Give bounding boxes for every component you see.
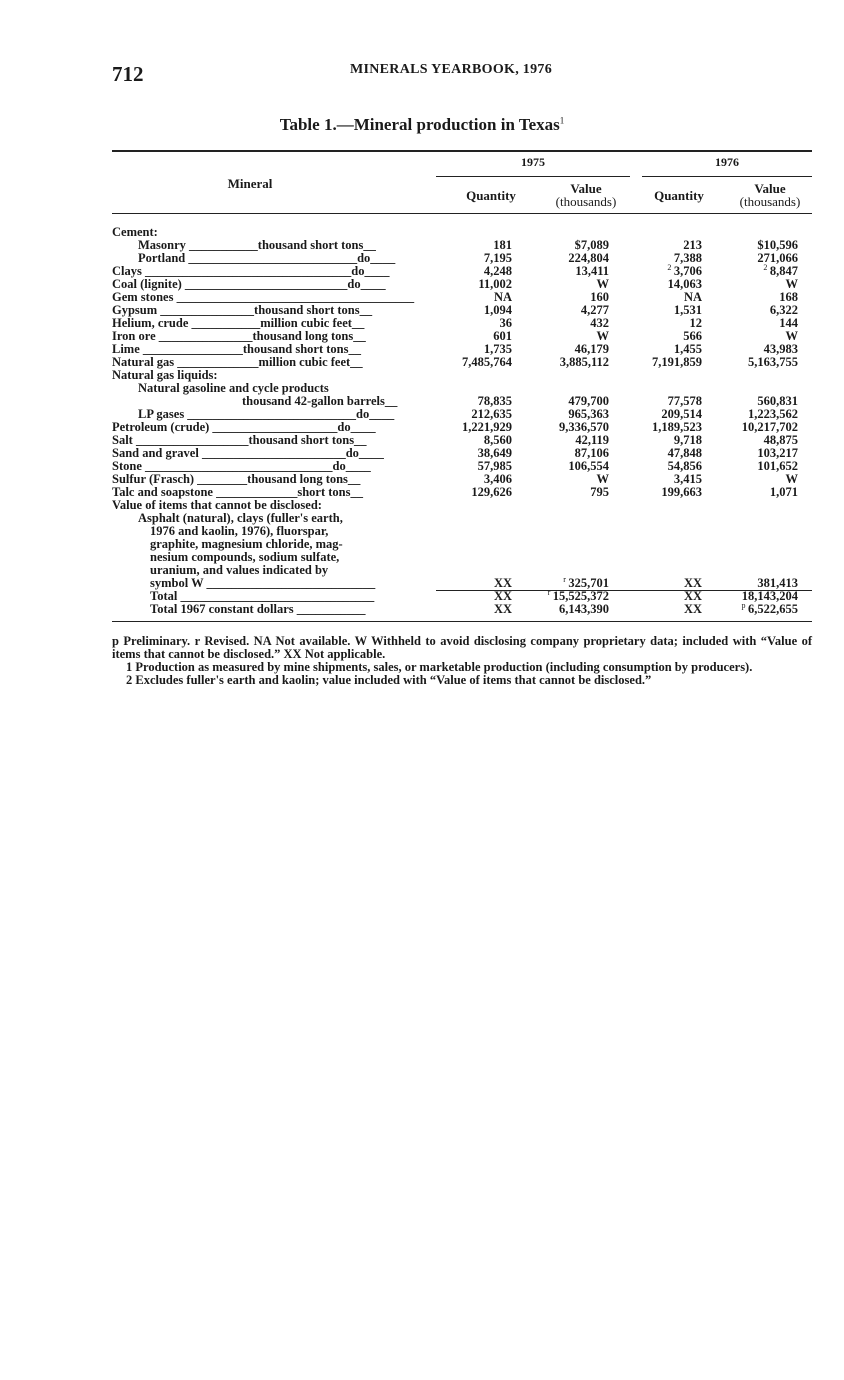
cell-value: 144	[779, 316, 798, 330]
cell-value: 36	[499, 316, 512, 330]
cell-value: 9,718	[673, 433, 702, 447]
cell-value: 224,804	[568, 251, 609, 265]
running-title: MINERALS YEARBOOK, 1976	[350, 62, 553, 77]
cell-value: W	[596, 472, 609, 486]
cell-value: 432	[590, 316, 609, 330]
cell-value: 7,388	[673, 251, 702, 265]
cell-value: 1,071	[769, 485, 798, 499]
cell-quantity-1976	[652, 356, 702, 369]
table-row	[0, 538, 844, 551]
table-row	[0, 239, 844, 252]
cell-value: 77,578	[667, 394, 702, 408]
cell-value: 381,413	[757, 576, 798, 590]
footnote-mark: 2	[763, 262, 768, 272]
row-label: graphite, magnesium chloride, mag-	[150, 537, 343, 551]
cell-value: 3,706	[673, 264, 702, 278]
cell-value: $10,596	[757, 238, 798, 252]
cell-value: 78,835	[477, 394, 512, 408]
cell-value: 7,195	[483, 251, 512, 265]
cell-value: 209,514	[661, 407, 702, 421]
cell-value: 4,277	[580, 303, 609, 317]
cell-value: 1,735	[483, 342, 512, 356]
cell-value: XX	[493, 602, 512, 616]
table-row	[0, 369, 844, 382]
cell-value: 9,336,570	[559, 420, 609, 434]
page-number: 712	[112, 62, 144, 86]
row-label: uranium, and values indicated by	[150, 563, 329, 577]
row-label: Clays _________________________________do____	[112, 264, 390, 278]
footnotes	[112, 635, 812, 687]
cell-value-1976	[748, 356, 798, 369]
cell-value: 560,831	[757, 394, 798, 408]
row-label: Natural gas _____________million cubic feet__	[112, 355, 363, 369]
cell-value: 46,179	[574, 342, 609, 356]
cell-value: 1,455	[673, 342, 702, 356]
cell-value: 8,560	[483, 433, 512, 447]
cell-quantity-1976	[661, 486, 702, 499]
column-header-quantity-1976: Quantity	[654, 188, 704, 203]
cell-value: XX	[683, 576, 702, 590]
cell-value: 48,875	[763, 433, 798, 447]
cell-value: 7,485,764	[462, 355, 512, 369]
cell-value: 3,406	[483, 472, 512, 486]
row-label: Natural gasoline and cycle products	[138, 381, 329, 395]
cell-value: 1,094	[483, 303, 512, 317]
cell-value: 101,652	[757, 459, 798, 473]
cell-value: 566	[683, 329, 702, 343]
row-label: Gem stones ______________________________________	[112, 290, 415, 304]
cell-value: 4,248	[483, 264, 512, 278]
row-label: Petroleum (crude) ____________________do____	[112, 420, 376, 434]
row-label: Natural gas liquids:	[112, 368, 218, 382]
cell-value: W	[785, 472, 798, 486]
cell-value: 54,856	[667, 459, 702, 473]
row-label: Asphalt (natural), clays (fuller's earth,	[138, 511, 343, 525]
row-label: Masonry ___________thousand short tons__	[138, 238, 376, 252]
cell-value: 3,415	[673, 472, 702, 486]
cell-value: 1,223,562	[748, 407, 798, 421]
cell-value: 1,531	[673, 303, 702, 317]
cell-value: 7,191,859	[652, 355, 702, 369]
cell-value: 57,985	[477, 459, 512, 473]
footnote-1: 1 Production as measured by mine shipments, sales, or marketable production (including consumption by producers).	[126, 660, 753, 674]
cell-value: 160	[590, 290, 609, 304]
total-rule	[436, 590, 812, 591]
cell-value: 47,848	[667, 446, 702, 460]
cell-value: 795	[590, 485, 609, 499]
cell-value: 11,002	[478, 277, 512, 291]
cell-value: W	[596, 329, 609, 343]
cell-value: 965,363	[568, 407, 609, 421]
table-row	[0, 564, 844, 577]
footnote-2: 2 Excludes fuller's earth and kaolin; value included with “Value of items that cannot be disclosed.”	[126, 673, 652, 687]
cell-quantity-1976	[684, 603, 702, 616]
cell-value-1976	[741, 600, 798, 616]
cell-quantity-1975	[494, 603, 512, 616]
footnote-mark: r	[547, 587, 551, 597]
row-label: Total 1967 constant dollars ___________	[150, 602, 366, 616]
table-bottom-rule	[112, 621, 812, 622]
row-label: Sulfur (Frasch) ________thousand long tons__	[112, 472, 361, 486]
row-label: Stone ______________________________do____	[112, 459, 371, 473]
cell-value: W	[785, 277, 798, 291]
row-label: Talc and soapstone _____________short tons__	[112, 485, 363, 499]
table-row	[0, 512, 844, 525]
table-row	[0, 587, 844, 603]
row-label: Sand and gravel _______________________do____	[112, 446, 384, 460]
year-header-1976: 1976	[715, 155, 739, 169]
cell-value: 1,189,523	[652, 420, 702, 434]
cell-value: 129,626	[471, 485, 512, 499]
row-label: thousand 42-gallon barrels__	[242, 394, 398, 408]
table-row	[0, 551, 844, 564]
cell-value: 271,066	[757, 251, 798, 265]
cell-quantity-1975	[462, 356, 512, 369]
cell-value: 15,525,372	[552, 589, 609, 603]
cell-value-1975	[590, 486, 609, 499]
row-label: Coal (lignite) __________________________do____	[112, 277, 386, 291]
year-header-1975: 1975	[521, 155, 545, 169]
table-title-footnote-mark: 1	[559, 115, 565, 126]
cell-value: 6,322	[769, 303, 798, 317]
cell-value: 43,983	[763, 342, 798, 356]
row-label: Value of items that cannot be disclosed:	[112, 498, 322, 512]
value-unit: (thousands)	[555, 194, 617, 209]
cell-value: 6,143,390	[559, 602, 609, 616]
cell-value: W	[785, 329, 798, 343]
cell-value: XX	[493, 576, 512, 590]
row-label: Lime ________________thousand short tons__	[112, 342, 361, 356]
table-row	[0, 395, 844, 408]
row-label: symbol W ___________________________	[150, 576, 376, 590]
cell-value: 42,119	[575, 433, 609, 447]
cell-value: 14,063	[667, 277, 702, 291]
value-label: Value	[570, 181, 602, 196]
cell-value: XX	[493, 589, 512, 603]
cell-value: 1,221,929	[462, 420, 512, 434]
row-label: nesium compounds, sodium sulfate,	[150, 550, 340, 564]
cell-value: 12	[689, 316, 702, 330]
table-row	[0, 226, 844, 239]
cell-value-1975	[559, 603, 609, 616]
cell-value: 3,885,112	[559, 355, 609, 369]
table-row	[0, 574, 844, 590]
footnote-mark: r	[563, 574, 566, 584]
value-label: Value	[754, 181, 786, 196]
column-header-mineral: Mineral	[227, 176, 273, 191]
cell-value: 181	[493, 238, 512, 252]
cell-value: NA	[493, 290, 512, 304]
cell-value: 18,143,204	[741, 589, 798, 603]
row-label: LP gases ___________________________do____	[138, 407, 395, 421]
cell-value: 325,701	[568, 576, 609, 590]
cell-value: 87,106	[574, 446, 609, 460]
row-label: Total _______________________________	[150, 589, 375, 603]
row-label: Cement:	[112, 225, 158, 239]
cell-value: 38,649	[477, 446, 512, 460]
cell-value: 213	[683, 238, 702, 252]
cell-quantity-1975	[471, 486, 512, 499]
cell-value: $7,089	[574, 238, 609, 252]
cell-value: 212,635	[471, 407, 512, 421]
cell-value: 8,847	[769, 264, 798, 278]
row-label: Portland ___________________________do____	[138, 251, 396, 265]
value-unit: (thousands)	[739, 194, 801, 209]
footnote-abbreviations: p Preliminary. r Revised. NA Not available. W Withheld to avoid disclosing company proprietary data; included with “Value of items that cannot be disclosed.” XX Not applicable.	[112, 634, 812, 661]
row-label: Gypsum _______________thousand short tons__	[112, 303, 373, 317]
cell-value: 106,554	[568, 459, 609, 473]
table-title-text: Table 1.—Mineral production in Texas	[279, 115, 560, 134]
cell-value: 6,522,655	[748, 602, 798, 616]
cell-value: W	[596, 277, 609, 291]
cell-value: XX	[683, 589, 702, 603]
cell-value: 168	[779, 290, 798, 304]
footnote-mark: p	[741, 600, 746, 610]
row-label: 1976 and kaolin, 1976), fluorspar,	[150, 524, 329, 538]
table-row	[0, 525, 844, 538]
cell-value: NA	[683, 290, 702, 304]
table-row	[0, 382, 844, 395]
table-row	[0, 600, 844, 616]
cell-value: 103,217	[757, 446, 798, 460]
cell-value: 199,663	[661, 485, 702, 499]
row-label: Iron ore _______________thousand long tons__	[112, 329, 366, 343]
cell-value-1976	[770, 486, 798, 499]
cell-value: 13,411	[575, 264, 609, 278]
cell-value: 10,217,702	[741, 420, 798, 434]
cell-value-1975	[560, 356, 609, 369]
cell-value: 5,163,755	[748, 355, 798, 369]
cell-value: 479,700	[568, 394, 609, 408]
table-row	[0, 499, 844, 512]
cell-value: XX	[683, 602, 702, 616]
cell-value: 601	[493, 329, 512, 343]
footnote-mark: 2	[667, 262, 672, 272]
row-label: Helium, crude ___________million cubic feet__	[112, 316, 365, 330]
row-label: Salt __________________thousand short tons__	[112, 433, 367, 447]
column-header-quantity-1975: Quantity	[466, 188, 516, 203]
